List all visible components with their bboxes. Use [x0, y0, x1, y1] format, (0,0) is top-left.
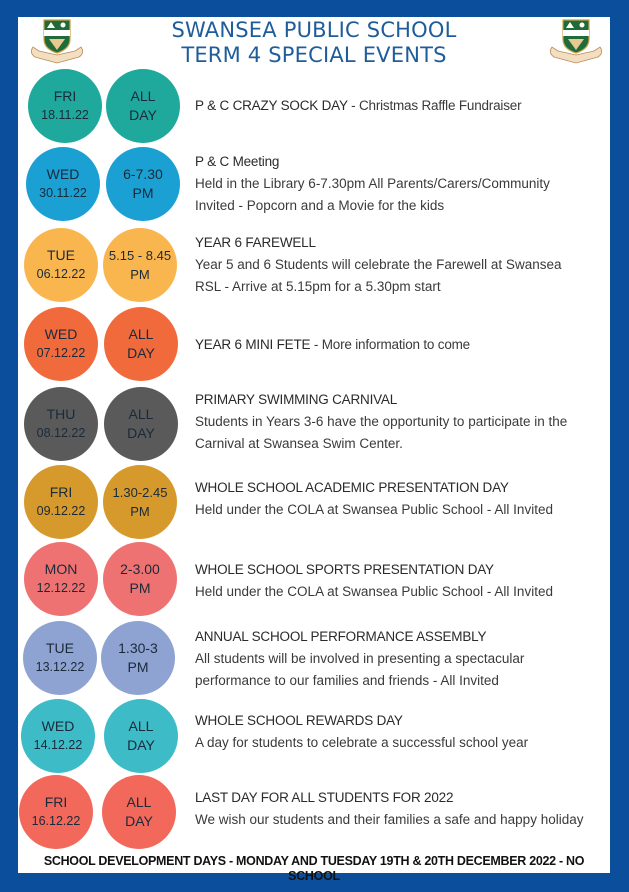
- event-date: 18.11.22: [41, 108, 89, 122]
- event-time-range: 5.15 - 8.45: [108, 248, 172, 263]
- event-title: LAST DAY FOR ALL STUDENTS FOR 2022: [195, 790, 454, 805]
- event-detail-line: RSL - Arrive at 5.15pm for a 5.30pm start: [195, 279, 441, 294]
- event-title: P & C CRAZY SOCK DAY: [195, 98, 348, 113]
- event-date: 16.12.22: [31, 814, 81, 828]
- event-detail-line: Held under the COLA at Swansea Public School - All Invited: [195, 502, 553, 517]
- event-row: [18, 228, 610, 306]
- event-row: [18, 69, 610, 147]
- event-date-badge: [24, 307, 98, 381]
- event-time-range: ALL: [128, 326, 154, 342]
- event-row: [18, 307, 610, 385]
- event-time-badge: [103, 542, 177, 616]
- event-title-line: [195, 559, 607, 581]
- event-date-badge: [19, 775, 93, 849]
- event-time-period: PM: [130, 504, 150, 519]
- title-line-2: TERM 4 SPECIAL EVENTS: [181, 43, 447, 67]
- event-weekday: WED: [46, 166, 80, 182]
- event-date: 09.12.22: [36, 504, 86, 518]
- event-description: [195, 334, 607, 356]
- page-title: [18, 18, 610, 68]
- event-row: [18, 465, 610, 543]
- event-detail-line: Invited - Popcorn and a Movie for the kids: [195, 198, 445, 213]
- event-weekday: WED: [41, 718, 75, 734]
- event-description: [195, 559, 607, 603]
- event-title-line: [195, 334, 607, 356]
- event-row: [18, 147, 610, 225]
- event-row: [18, 621, 610, 699]
- event-time-badge: [104, 307, 178, 381]
- event-description: [195, 787, 607, 831]
- event-description: [195, 626, 607, 692]
- event-time-range: ALL: [130, 88, 156, 104]
- event-time-period: DAY: [125, 813, 153, 829]
- event-weekday: FRI: [44, 794, 68, 810]
- event-date-badge: [23, 621, 97, 695]
- event-date-badge: [24, 387, 98, 461]
- event-date-badge: [24, 465, 98, 539]
- event-time-badge: [104, 699, 178, 773]
- event-detail-line: We wish our students and their families a safe and happy holiday: [195, 812, 584, 827]
- flyer-sheet: [18, 17, 610, 883]
- event-time-period: DAY: [127, 425, 155, 441]
- event-date: 06.12.22: [36, 267, 86, 281]
- event-detail-line: Held under the COLA at Swansea Public School - All Invited: [195, 584, 553, 599]
- event-detail-line: Held in the Library 6-7.30pm All Parents/Carers/Community: [195, 176, 550, 191]
- event-time-period: PM: [132, 185, 154, 201]
- event-title-suffix: - Christmas Raffle Fundraiser: [347, 98, 522, 113]
- event-date: 08.12.22: [36, 426, 86, 440]
- event-weekday: TUE: [47, 247, 75, 263]
- event-title-line: [195, 477, 607, 499]
- event-weekday: TUE: [46, 640, 74, 656]
- event-date-badge: [21, 699, 95, 773]
- event-time-range: 1.30-3: [118, 640, 158, 656]
- event-description: [195, 389, 607, 455]
- event-title: YEAR 6 MINI FETE: [195, 337, 311, 352]
- event-time-range: 6-7.30: [123, 166, 163, 182]
- event-title: ANNUAL SCHOOL PERFORMANCE ASSEMBLY: [195, 629, 487, 644]
- event-detail-line: Year 5 and 6 Students will celebrate the Farewell at Swansea: [195, 257, 562, 272]
- event-time-period: PM: [130, 267, 150, 282]
- event-title: P & C Meeting: [195, 154, 280, 169]
- event-title-line: [195, 151, 607, 173]
- event-time-range: 1.30-2.45: [112, 485, 168, 500]
- event-date: 12.12.22: [36, 581, 86, 595]
- event-time-period: DAY: [127, 737, 155, 753]
- event-time-range: ALL: [128, 718, 154, 734]
- event-title: WHOLE SCHOOL ACADEMIC PRESENTATION DAY: [195, 480, 509, 495]
- event-detail-line: Students in Years 3-6 have the opportunity to participate in the: [195, 414, 568, 429]
- event-date-badge: [26, 147, 100, 221]
- event-time-range: ALL: [128, 406, 154, 422]
- event-time-period: PM: [129, 580, 151, 596]
- event-time-badge: [103, 228, 177, 302]
- event-weekday: MON: [44, 561, 78, 577]
- event-time-badge: [106, 69, 180, 143]
- title-line-1: SWANSEA PUBLIC SCHOOL: [171, 18, 457, 42]
- event-description: [195, 710, 607, 754]
- event-time-badge: [101, 621, 175, 695]
- event-title-line: [195, 389, 607, 411]
- event-row: [18, 699, 610, 777]
- event-weekday: FRI: [53, 88, 77, 104]
- event-time-badge: [103, 465, 177, 539]
- event-time-range: 2-3.00: [120, 561, 160, 577]
- event-detail-line: Carnival at Swansea Swim Center.: [195, 436, 403, 451]
- event-detail-line: A day for students to celebrate a successful school year: [195, 735, 529, 750]
- event-time-period: PM: [127, 659, 149, 675]
- event-date-badge: [28, 69, 102, 143]
- event-date-badge: [24, 228, 98, 302]
- event-title: PRIMARY SWIMMING CARNIVAL: [195, 392, 398, 407]
- event-time-range: ALL: [126, 794, 152, 810]
- event-title-line: [195, 95, 607, 117]
- event-title: WHOLE SCHOOL SPORTS PRESENTATION DAY: [195, 562, 494, 577]
- event-detail-line: All students will be involved in presenting a spectacular: [195, 651, 525, 666]
- event-title-line: [195, 232, 607, 254]
- event-description: [195, 477, 607, 521]
- event-weekday: THU: [46, 406, 76, 422]
- event-title-suffix: - More information to come: [310, 337, 470, 352]
- event-date: 14.12.22: [33, 738, 83, 752]
- event-date: 07.12.22: [36, 346, 86, 360]
- development-days-notice: SCHOOL DEVELOPMENT DAYS - MONDAY AND TUESDAY 19TH & 20TH DECEMBER 2022 - NO SCHOOL: [43, 853, 585, 883]
- event-description: [195, 151, 607, 217]
- event-title-line: [195, 710, 607, 732]
- event-row: [18, 775, 610, 853]
- event-time-period: DAY: [129, 107, 157, 123]
- event-description: [195, 95, 607, 117]
- event-detail-line: performance to our families and friends - All Invited: [195, 673, 499, 688]
- event-time-badge: [104, 387, 178, 461]
- event-date: 30.11.22: [39, 186, 87, 200]
- event-time-badge: [102, 775, 176, 849]
- event-date-badge: [24, 542, 98, 616]
- event-weekday: WED: [44, 326, 78, 342]
- event-row: [18, 387, 610, 465]
- event-title-line: [195, 626, 607, 648]
- event-title-line: [195, 787, 607, 809]
- event-title: WHOLE SCHOOL REWARDS DAY: [195, 713, 403, 728]
- event-row: [18, 542, 610, 620]
- event-title: YEAR 6 FAREWELL: [195, 235, 316, 250]
- event-time-badge: [106, 147, 180, 221]
- event-date: 13.12.22: [35, 660, 85, 674]
- event-time-period: DAY: [127, 345, 155, 361]
- event-weekday: FRI: [49, 484, 73, 500]
- event-description: [195, 232, 607, 298]
